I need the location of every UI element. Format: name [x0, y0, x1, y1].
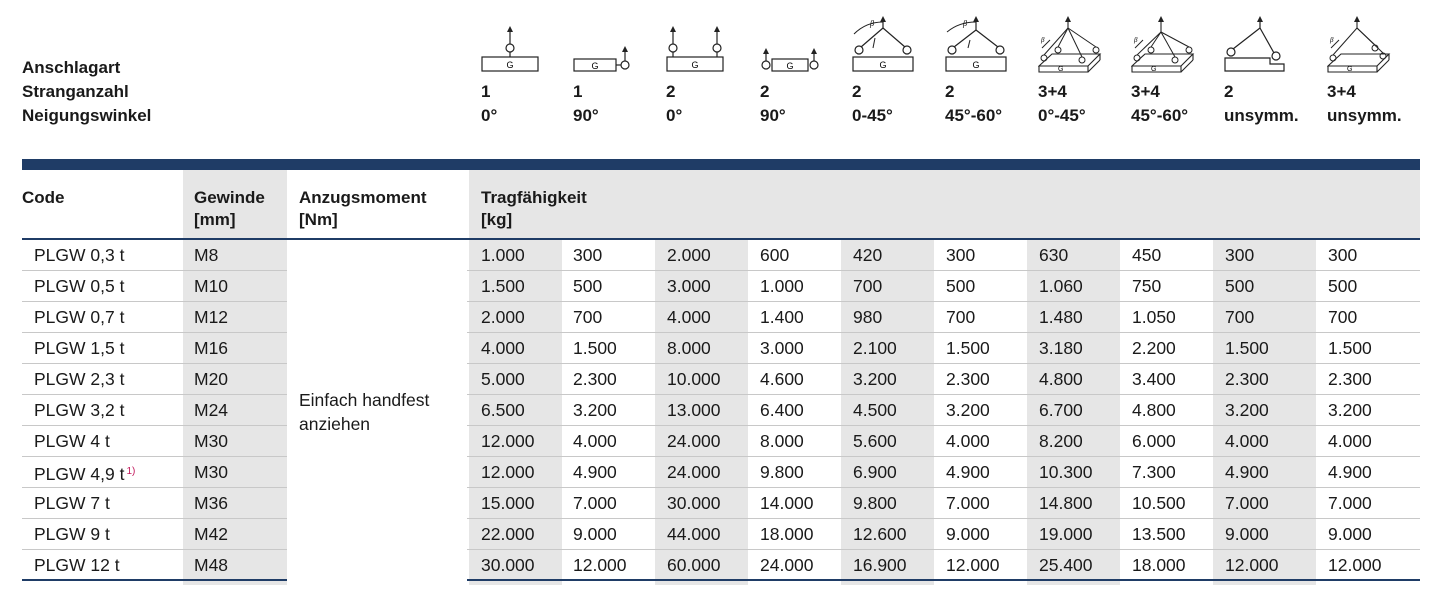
double-side-icon [760, 14, 822, 74]
cell-capacity: 4.000 [667, 307, 711, 327]
cell-capacity: 25.400 [1039, 555, 1093, 575]
cell-capacity: 1.050 [1132, 307, 1176, 327]
angle-2: 90° [573, 106, 599, 125]
cell-capacity: 9.000 [946, 524, 990, 544]
cell-capacity: 4.000 [481, 338, 525, 358]
cell-capacity: 30.000 [481, 555, 535, 575]
strands-6: 2 [945, 82, 955, 101]
cell-capacity: 12.000 [573, 555, 627, 575]
cell-capacity: 8.000 [667, 338, 711, 358]
cell-capacity: 980 [853, 307, 883, 327]
table-row [22, 395, 1420, 426]
cell-thread: M48 [194, 555, 229, 575]
col-header-code: Code [22, 188, 65, 207]
cell-capacity: 10.000 [667, 369, 721, 389]
cell-capacity: 5.600 [853, 431, 897, 451]
multi-angle-45-60-icon [1131, 14, 1195, 74]
svg-text:G: G [691, 60, 699, 70]
cell-capacity: 30.000 [667, 493, 721, 513]
cell-capacity: 22.000 [481, 524, 535, 544]
angle-6: 45°-60° [945, 106, 1003, 125]
cell-capacity: 9.800 [760, 462, 804, 482]
cell-capacity: 4.000 [1328, 431, 1372, 451]
cell-capacity: 750 [1132, 276, 1162, 296]
cell-capacity: 2.100 [853, 338, 897, 358]
svg-text:G: G [786, 61, 794, 71]
footnote-mark: 1) [126, 466, 136, 477]
cell-capacity: 420 [853, 245, 883, 265]
cell-capacity: 14.000 [760, 493, 814, 513]
cell-capacity: 3.200 [853, 369, 897, 389]
cell-capacity: 6.000 [1132, 431, 1176, 451]
strands-9: 2 [1224, 82, 1234, 101]
cell-capacity: 4.900 [946, 462, 990, 482]
angle-8: 45°-60° [1131, 106, 1189, 125]
cell-capacity: 4.800 [1039, 369, 1083, 389]
cell-thread: M30 [194, 462, 229, 482]
table-body [22, 240, 1420, 581]
cell-capacity: 14.800 [1039, 493, 1093, 513]
cell-capacity: 1.060 [1039, 276, 1083, 296]
header-col-10 [1327, 0, 1422, 130]
cell-capacity: 1.400 [760, 307, 804, 327]
table-row [22, 488, 1420, 519]
strands-8: 3+4 [1131, 82, 1160, 101]
cell-capacity: 2.300 [1225, 369, 1269, 389]
cell-capacity: 2.200 [1132, 338, 1176, 358]
cell-capacity: 3.400 [1132, 369, 1176, 389]
cell-thread: M30 [194, 431, 229, 451]
cell-code: PLGW 3,2 t [34, 400, 125, 420]
cell-code: PLGW 4 t [34, 431, 110, 451]
cell-capacity: 1.500 [1225, 338, 1269, 358]
cell-capacity: 450 [1132, 245, 1162, 265]
cell-capacity: 10.300 [1039, 462, 1093, 482]
cell-code: PLGW 1,5 t [34, 338, 125, 358]
cell-capacity: 2.300 [573, 369, 617, 389]
cell-capacity: 7.000 [1328, 493, 1372, 513]
cell-code: PLGW 0,7 t [34, 307, 125, 327]
cell-capacity: 10.500 [1132, 493, 1186, 513]
svg-text:β: β [1330, 36, 1334, 44]
svg-text:G: G [506, 60, 514, 70]
cell-code: PLGW 7 t [34, 493, 110, 513]
cell-capacity: 7.000 [946, 493, 990, 513]
angle-1: 0° [481, 106, 498, 125]
cell-capacity: 1.500 [481, 276, 525, 296]
cell-thread: M20 [194, 369, 229, 389]
table-row [22, 519, 1420, 550]
cell-capacity: 700 [946, 307, 976, 327]
cell-capacity: 7.000 [573, 493, 617, 513]
double-unsymmetric-icon [1224, 14, 1288, 74]
cell-capacity: 4.000 [573, 431, 617, 451]
cell-capacity: 300 [1328, 245, 1358, 265]
strands-5: 2 [852, 82, 862, 101]
svg-text:G: G [591, 61, 599, 71]
cell-code: PLGW 4,9 t $^{1)}$ [34, 464, 136, 484]
multi-unsymmetric-icon [1327, 14, 1391, 74]
cell-capacity: 12.000 [1328, 555, 1382, 575]
header-col-1 [481, 0, 576, 130]
cell-capacity: 6.400 [760, 400, 804, 420]
cell-capacity: 700 [853, 276, 883, 296]
cell-capacity: 3.200 [1328, 400, 1372, 420]
col-header-gewinde: Gewinde [mm] [194, 188, 265, 229]
label-anschlagart: Anschlagart [22, 58, 121, 77]
svg-text:β: β [1041, 36, 1045, 44]
angle-10: unsymm. [1327, 106, 1402, 125]
cell-capacity: 4.900 [1225, 462, 1269, 482]
single-side-icon [573, 14, 635, 74]
cell-code: PLGW 0,5 t [34, 276, 125, 296]
cell-capacity: 6.700 [1039, 400, 1083, 420]
cell-capacity: 9.800 [853, 493, 897, 513]
double-angle-45-60-icon [945, 14, 1009, 74]
cell-capacity: 5.000 [481, 369, 525, 389]
strands-4: 2 [760, 82, 770, 101]
header-labels [22, 56, 151, 128]
cell-capacity: 1.000 [760, 276, 804, 296]
cell-capacity: 19.000 [1039, 524, 1093, 544]
angle-9: unsymm. [1224, 106, 1299, 125]
double-angle-0-45-icon [852, 14, 916, 74]
cell-capacity: 7.000 [1225, 493, 1269, 513]
cell-capacity: 4.600 [760, 369, 804, 389]
cell-capacity: 12.000 [481, 462, 535, 482]
table-row [22, 302, 1420, 333]
cell-capacity: 15.000 [481, 493, 535, 513]
header-col-8 [1131, 0, 1226, 130]
header-col-5 [852, 0, 947, 130]
cell-capacity: 700 [1328, 307, 1358, 327]
cell-capacity: 6.900 [853, 462, 897, 482]
svg-text:β: β [963, 19, 967, 28]
cell-thread: M12 [194, 307, 229, 327]
cell-capacity: 2.300 [1328, 369, 1372, 389]
cell-capacity: 3.200 [573, 400, 617, 420]
cell-capacity: 24.000 [667, 431, 721, 451]
label-stranganzahl: Stranganzahl [22, 82, 129, 101]
header-col-3 [666, 0, 761, 130]
cell-capacity: 300 [1225, 245, 1255, 265]
cell-thread: M10 [194, 276, 229, 296]
cell-capacity: 500 [946, 276, 976, 296]
strands-2: 1 [573, 82, 583, 101]
cell-code: PLGW 9 t [34, 524, 110, 544]
svg-text:β: β [870, 19, 874, 28]
cell-capacity: 700 [573, 307, 603, 327]
header-col-4 [760, 0, 855, 130]
angle-7: 0°-45° [1038, 106, 1086, 125]
cell-capacity: 1.500 [946, 338, 990, 358]
cell-capacity: 3.000 [667, 276, 711, 296]
cell-capacity: 630 [1039, 245, 1069, 265]
cell-capacity: 13.500 [1132, 524, 1186, 544]
cell-capacity: 500 [573, 276, 603, 296]
cell-capacity: 9.000 [1328, 524, 1372, 544]
col-header-tragfaehigkeit: Tragfähigkeit [kg] [481, 188, 587, 229]
table-row [22, 364, 1420, 395]
cell-capacity: 3.200 [1225, 400, 1269, 420]
multi-angle-0-45-icon [1038, 14, 1102, 74]
cell-capacity: 1.500 [1328, 338, 1372, 358]
cell-capacity: 4.900 [1328, 462, 1372, 482]
cell-thread: M24 [194, 400, 229, 420]
svg-text:β: β [1134, 36, 1138, 44]
cell-capacity: 4.800 [1132, 400, 1176, 420]
cell-capacity: 12.600 [853, 524, 907, 544]
cell-capacity: 1.480 [1039, 307, 1083, 327]
angle-3: 0° [666, 106, 683, 125]
header-col-2 [573, 0, 668, 130]
cell-capacity: 60.000 [667, 555, 721, 575]
cell-capacity: 24.000 [760, 555, 814, 575]
cell-capacity: 6.500 [481, 400, 525, 420]
cell-capacity: 2.000 [667, 245, 711, 265]
header-col-6 [945, 0, 1040, 130]
cell-capacity: 2.000 [481, 307, 525, 327]
cell-capacity: 500 [1225, 276, 1255, 296]
table-row [22, 550, 1420, 581]
cell-capacity: 1.500 [573, 338, 617, 358]
label-neigungswinkel: Neigungswinkel [22, 106, 152, 125]
cell-capacity: 12.000 [946, 555, 1000, 575]
cell-capacity: 8.200 [1039, 431, 1083, 451]
svg-text:G: G [1151, 66, 1157, 73]
cell-capacity: 8.000 [760, 431, 804, 451]
svg-text:G: G [1347, 66, 1353, 73]
cell-capacity: 600 [760, 245, 790, 265]
cell-capacity: 3.000 [760, 338, 804, 358]
cell-capacity: 3.180 [1039, 338, 1083, 358]
cell-capacity: 18.000 [1132, 555, 1186, 575]
cell-capacity: 1.000 [481, 245, 525, 265]
header-col-9 [1224, 0, 1319, 130]
cell-capacity: 9.000 [1225, 524, 1269, 544]
table-row [22, 240, 1420, 271]
cell-capacity: 16.900 [853, 555, 907, 575]
cell-capacity: 4.000 [946, 431, 990, 451]
cell-code: PLGW 12 t [34, 555, 120, 575]
cell-capacity: 300 [946, 245, 976, 265]
cell-thread: M42 [194, 524, 229, 544]
cell-code: PLGW 0,3 t [34, 245, 125, 265]
cell-capacity: 300 [573, 245, 603, 265]
cell-capacity: 3.200 [946, 400, 990, 420]
cell-thread: M8 [194, 245, 219, 265]
cell-capacity: 24.000 [667, 462, 721, 482]
cell-capacity: 4.500 [853, 400, 897, 420]
strands-1: 1 [481, 82, 491, 101]
table-header [22, 170, 1420, 240]
cell-thread: M36 [194, 493, 229, 513]
cell-capacity: 13.000 [667, 400, 721, 420]
cell-capacity: 7.300 [1132, 462, 1176, 482]
angle-4: 90° [760, 106, 786, 125]
col-header-anzugsmoment: Anzugsmoment [Nm] [299, 188, 427, 229]
cell-capacity: 4.000 [1225, 431, 1269, 451]
cell-capacity: 2.300 [946, 369, 990, 389]
table-row [22, 426, 1420, 457]
angle-5: 0-45° [852, 106, 893, 125]
svg-text:G: G [879, 60, 887, 70]
cell-capacity: 700 [1225, 307, 1255, 327]
single-vertical-icon [481, 14, 543, 74]
cell-capacity: 9.000 [573, 524, 617, 544]
header-col-7 [1038, 0, 1133, 130]
strands-7: 3+4 [1038, 82, 1067, 101]
anzugsmoment-value: Einfach handfest anziehen [299, 390, 430, 434]
table-row [22, 271, 1420, 302]
table-row [22, 457, 1420, 488]
cell-thread: M16 [194, 338, 229, 358]
cell-capacity: 44.000 [667, 524, 721, 544]
cell-capacity: 12.000 [1225, 555, 1279, 575]
cell-capacity: 500 [1328, 276, 1358, 296]
cell-capacity: 18.000 [760, 524, 814, 544]
table-top-bar [22, 159, 1420, 170]
cell-capacity: 12.000 [481, 431, 535, 451]
strands-3: 2 [666, 82, 676, 101]
double-vertical-icon [666, 14, 728, 74]
strands-10: 3+4 [1327, 82, 1356, 101]
svg-text:G: G [1058, 66, 1064, 73]
table-row [22, 333, 1420, 364]
cell-code: PLGW 2,3 t [34, 369, 125, 389]
svg-text:G: G [972, 60, 980, 70]
cell-capacity: 4.900 [573, 462, 617, 482]
